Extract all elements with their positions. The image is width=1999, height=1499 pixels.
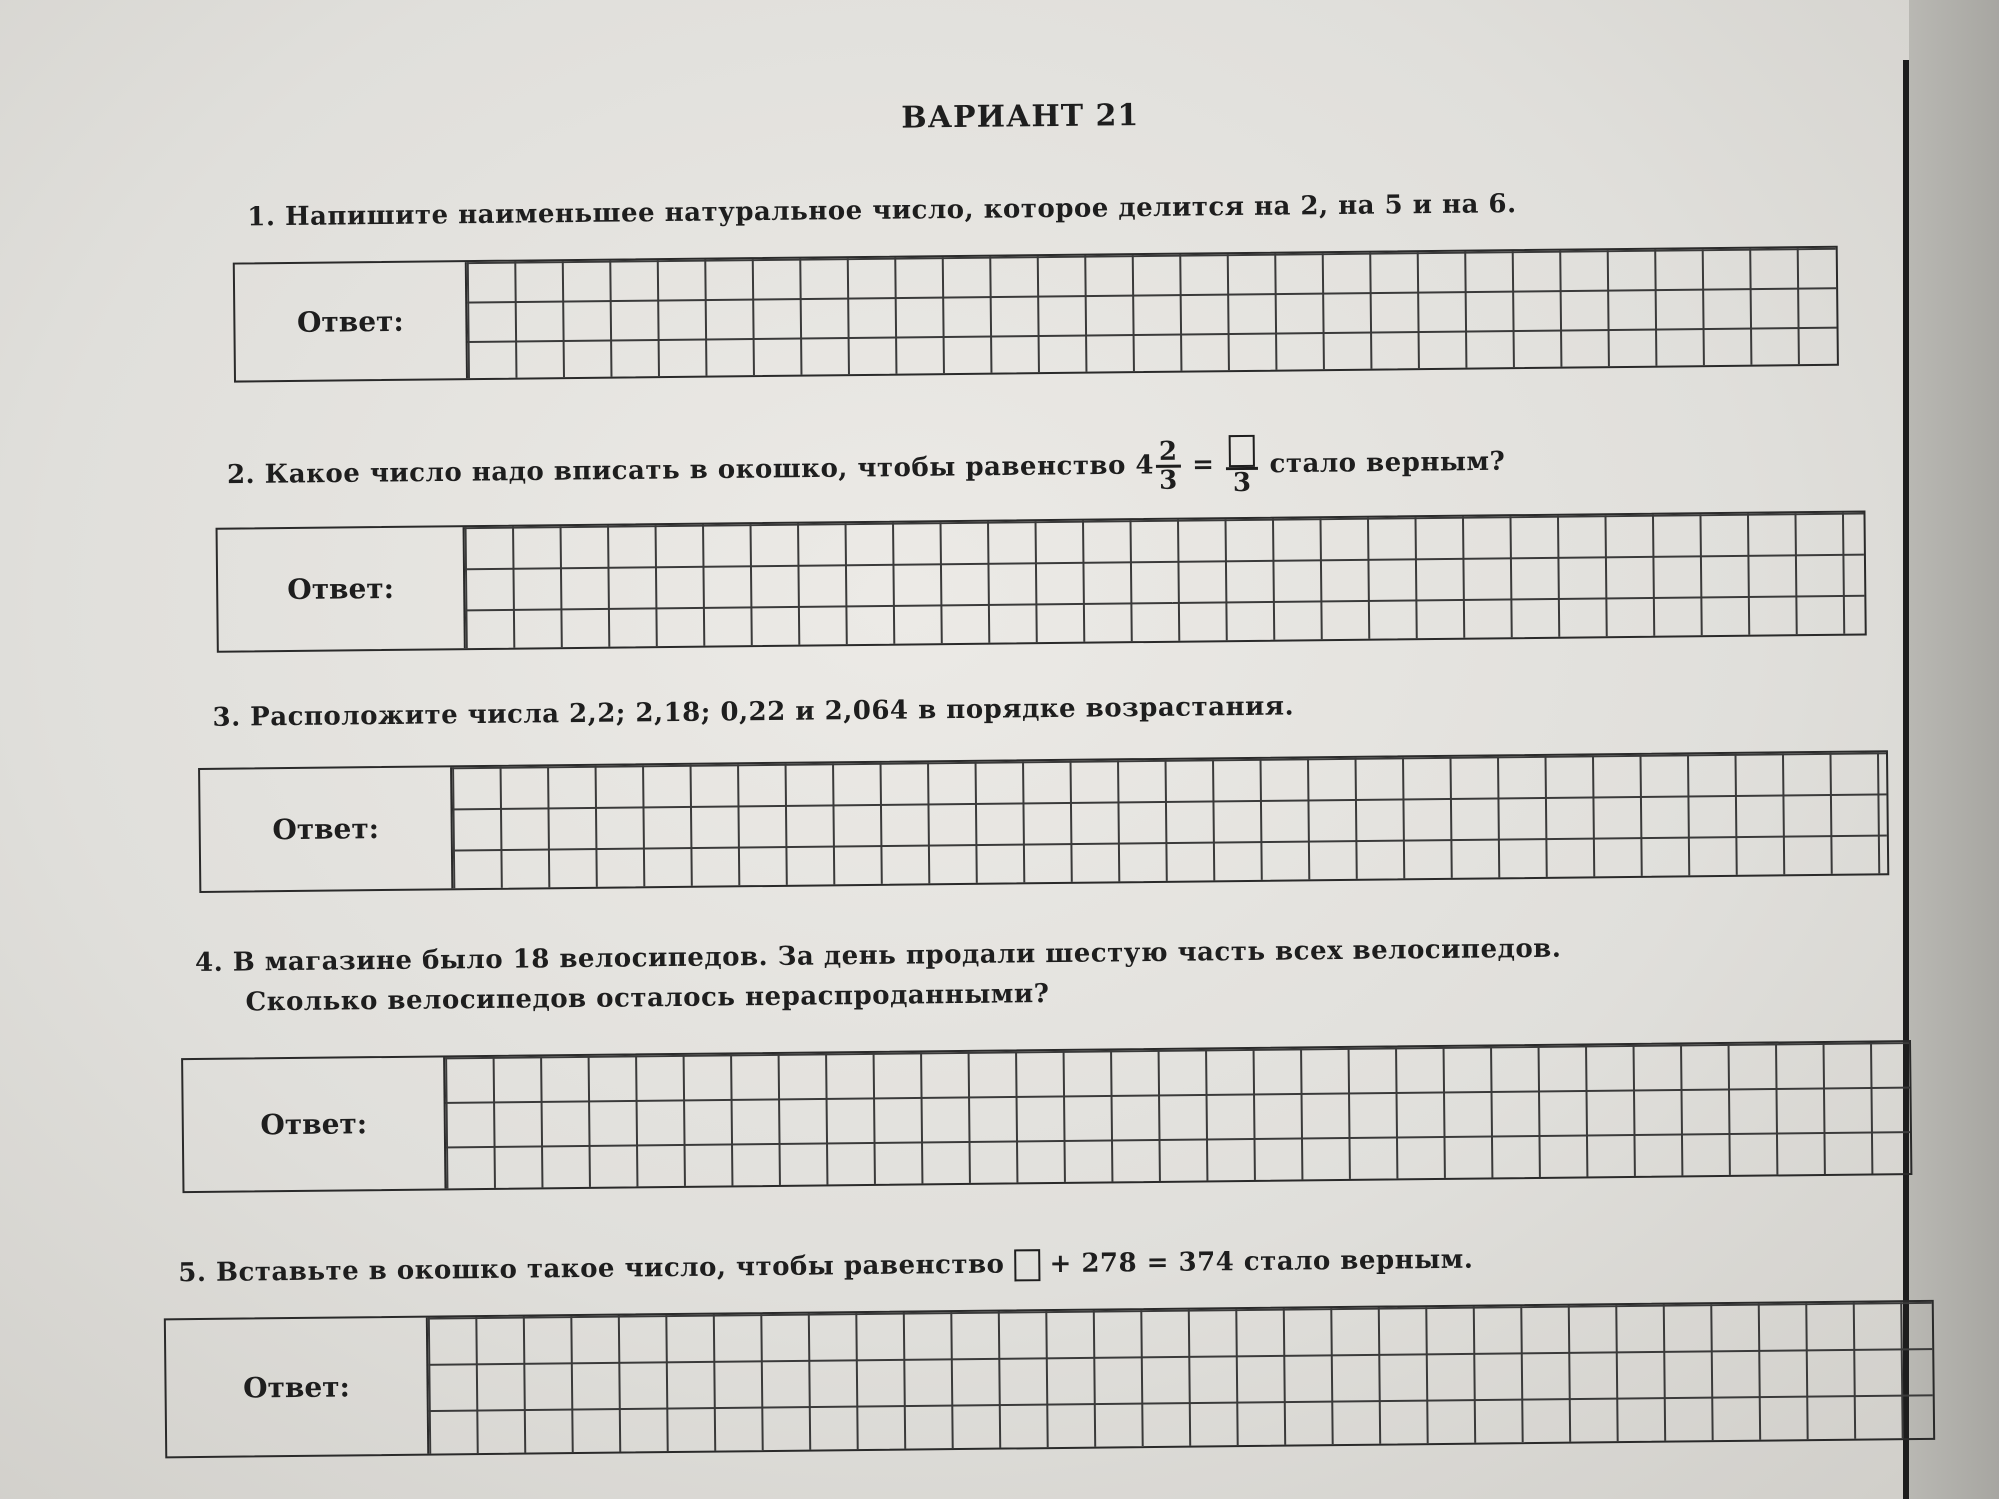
task-5-text-before: 5. Вставьте в окошко такое число, чтобы равенство	[178, 1249, 1005, 1289]
answer-grid-1[interactable]	[467, 248, 1837, 378]
answer-box-3	[198, 750, 1889, 893]
task-3-text: 3. Расположите числа 2,2; 2,18; 0,22 и 2,064 в порядке возрастания.	[212, 691, 1295, 733]
task-2-fraction-numerator: 2	[1156, 439, 1181, 468]
answer-box-2	[216, 510, 1867, 652]
task-4-line-1: 4. В магазине было 18 велосипедов. За день продали шестую часть всех велосипедов.	[194, 933, 1562, 979]
task-2-fraction-denominator: 3	[1159, 465, 1178, 496]
answer-box-4	[181, 1040, 1912, 1193]
task-2-box-fraction	[1226, 435, 1259, 499]
task-2-text	[227, 432, 1506, 506]
task-5-blank-box	[1014, 1249, 1040, 1281]
task-2-box-denominator: 3	[1232, 467, 1252, 499]
answer-grid-5[interactable]	[428, 1302, 1933, 1454]
task-2-text-after: стало верным?	[1269, 446, 1506, 480]
answer-label-1: Ответ:	[235, 262, 468, 380]
task-2-blank-box	[1226, 435, 1258, 470]
task-4-line-2: Сколько велосипедов осталось нераспроданными?	[245, 979, 1050, 1018]
answer-label-3: Ответ:	[200, 767, 453, 891]
answer-label-4: Ответ:	[183, 1057, 446, 1191]
answer-grid-2[interactable]	[465, 513, 1865, 649]
variant-title: ВАРИАНТ 21	[901, 98, 1140, 136]
task-2-fraction	[1156, 436, 1181, 496]
answer-label-2: Ответ:	[218, 527, 466, 651]
task-5-text	[178, 1240, 1473, 1294]
task-2-text-before: 2. Какое число надо вписать в окошко, чтобы равенство 4	[226, 450, 1155, 491]
answer-box-1	[233, 246, 1839, 383]
answer-box-5	[164, 1300, 1935, 1459]
answer-grid-3[interactable]	[452, 752, 1887, 888]
task-2-equals: =	[1192, 449, 1215, 481]
task-5-text-after: + 278 = 374 стало верным.	[1049, 1244, 1474, 1280]
task-1-text: 1. Напишите наименьшее натуральное число, которое делится на 2, на 5 и на 6.	[247, 189, 1517, 233]
answer-grid-4[interactable]	[445, 1042, 1910, 1188]
answer-label-5: Ответ:	[166, 1318, 429, 1457]
